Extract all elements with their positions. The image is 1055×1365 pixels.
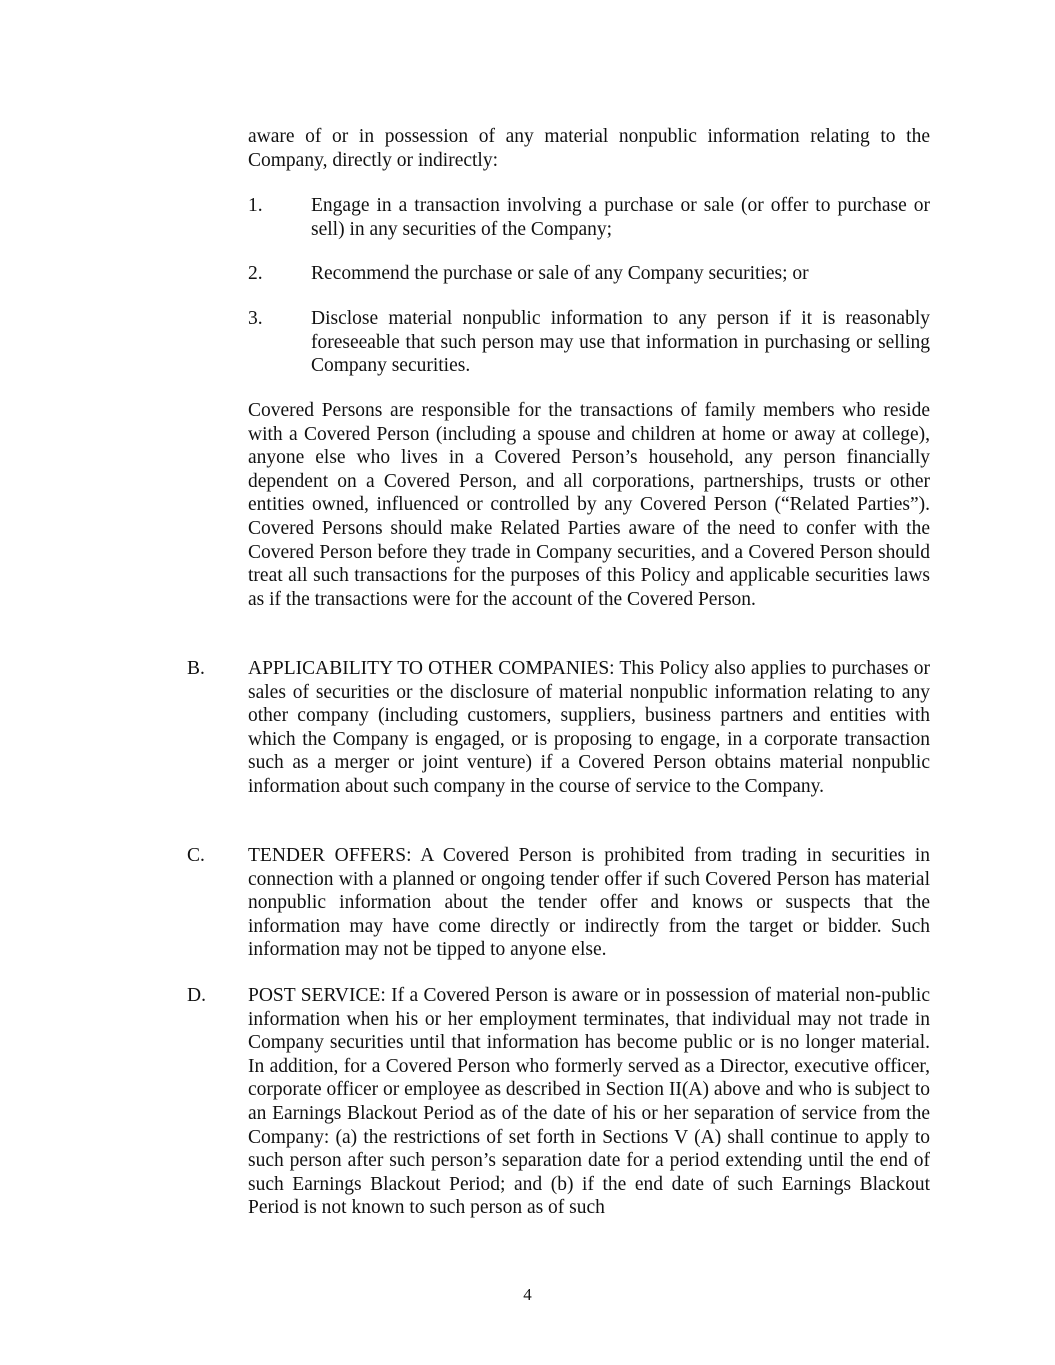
list-item-3-text: Disclose material nonpublic information to any person if it is reasonably foreseeable that such person may use that information in purchasing or selling Company securities. (311, 308, 930, 377)
page-number: 4 (523, 1285, 532, 1304)
list-item-2-number: 2. (248, 263, 263, 284)
intro-text: aware of or in possession of any material nonpublic information relating to the Company, directly or indirectly: (248, 126, 930, 171)
covered-persons-text: Covered Persons are responsible for the transactions of family members who reside with a Covered Person (including a spouse and children at home or away at college), anyone else who lives in a Covered Person’s household, any person financially dependent on a Covered Person, and all corporations, partnerships, trusts or other entities owned, influenced or controlled by any Covered Person (“Related Parties”). Covered Persons should make Related Parties aware of the need to confer with the Covered Person before they trade in Company securities, and a Covered Person should treat all such transactions for the purposes of this Policy and applicable securities laws as if the transactions were for the account of the Covered Person. (248, 400, 930, 610)
section-b-letter: B. (187, 658, 205, 679)
section-b-text: APPLICABILITY TO OTHER COMPANIES: This Policy also applies to purchases or sales of securities or the disclosure of material nonpublic information relating to any other company (including customers, suppliers, business partners and entities with which the Company is engaged, or is proposing to engage, in a corporate transaction such as a merger or joint venture) if a Covered Person obtains material nonpublic information about such company in the course of service to the Company. (248, 658, 930, 797)
list-item-2-text: Recommend the purchase or sale of any Company securities; or (311, 263, 809, 284)
section-d-text: POST SERVICE: If a Covered Person is aware or in possession of material non-public information when his or her employment terminates, that individual may not trade in Company securities until that information has become public or is no longer material. In addition, for a Covered Person who formerly served as a Director, executive officer, corporate officer or employee as described in Section II(A) above and who is subject to an Earnings Blackout Period as of the date of his or her separation of service from the Company: (a) the restrictions of set forth in Sections V (A) shall continue to apply to such person after such person’s separation date for a period extending until the end of such Earnings Blackout Period; and (b) if the end date of such Earnings Blackout Period is not known to such person as of such (248, 985, 930, 1219)
section-c-letter: C. (187, 845, 205, 866)
list-item-1-text: Engage in a transaction involving a purchase or sale (or offer to purchase or sell) in any securities of the Company; (311, 195, 930, 240)
intro-paragraph (248, 125, 930, 172)
section-d-letter: D. (187, 985, 206, 1006)
list-item-1-number: 1. (248, 195, 263, 216)
section-c-text: TENDER OFFERS: A Covered Person is prohibited from trading in securities in connection with a planned or ongoing tender offer if such Covered Person has material nonpublic information about the tender offer and knows or suspects that the information may have come directly or indirectly from the target or bidder. Such information may not be tipped to anyone else. (248, 845, 930, 961)
list-item-3-number: 3. (248, 308, 263, 329)
covered-persons-paragraph (248, 399, 930, 611)
